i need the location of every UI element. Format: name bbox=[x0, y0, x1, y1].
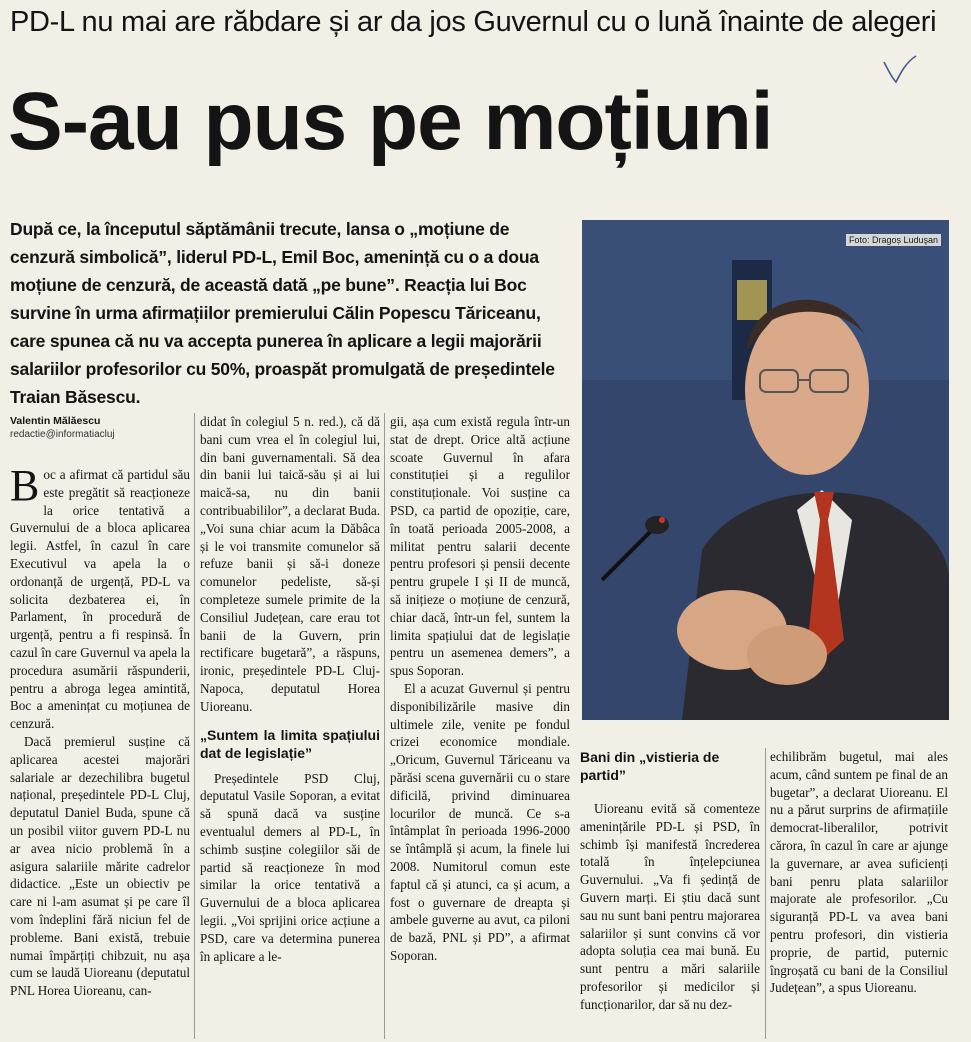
article-headline: S-au pus pe moțiuni bbox=[8, 76, 773, 167]
paragraph: Uioreanu evită să comenteze amenințările PD-L și PSD, în schimb își manifestă încrederea totală în înțelepciunea Guvernului. „Va fi ședință de Guvern marți. Ei știu dacă sunt sau nu sunt bani pentru majorarea salariilor și sunt convins că vor adopta soluția cea mai bună. Eu sunt pentru a mări salariile profesorilor și medicilor și funcționarilor, dar să nu dez- bbox=[580, 801, 760, 1012]
paragraph: didat în colegiul 5 n. red.), că dă bani cum vrea el în colegiul lui, din bani guvernamentali. Să dea din banii lui taică-său și ai lui maică-sa, nu din banii contribuabililor”, a declarat Buda. „Voi suna chiar acum la Dăbâca și le voi transmite comunelor să refuze banii și să-i doneze comunelor pedeliste, să-și completeze sumele primite de la Consiliul Județean, care erau tot banii de la Guvern, prin rectificare bugetară”, a răspuns, ironic, președintele PD-L Cluj-Napoca, deputatul Horea Uioreanu. bbox=[200, 414, 380, 714]
column-2 bbox=[200, 413, 380, 965]
drop-cap: B bbox=[10, 461, 40, 510]
byline bbox=[10, 414, 190, 442]
column-4 bbox=[580, 800, 760, 1014]
column-divider bbox=[194, 413, 195, 1039]
face bbox=[745, 305, 869, 475]
paragraph: gii, așa cum există regula într-un stat de drept. Orice altă acțiune scoate Guvernul în afara constituției și a regulilor constituționale. Voi susține ca PSD, ca partid de opoziție, care, în toată perioada 2005-2008, a militat pentru salarii decente pentru profesori și pensii decente pentru grupele I și II de muncă, să inițieze o moțiune de cenzură, chiar dacă, într-un fel, suntem la limita spațiului dat de legislație pentru un asemenea demers”, a spus Soporan. bbox=[390, 414, 570, 679]
article-lead: După ce, la începutul săptămânii trecute, lansa o „moțiune de cenzură simbolică”, liderul PD-L, Emil Boc, amenință cu o a doua moțiune de cenzură, de această dată „pe bune”. Reacția lui Boc survine în urma afirmațiilor premierului Călin Popescu Tăriceanu, care spunea că nu va accepta punerea în aplicare a legii majorării salariilor profesorilor cu 50%, proaspăt promulgată de președintele Traian Băsescu. bbox=[10, 219, 555, 407]
author-email: redactie@informatiacluj bbox=[10, 429, 115, 440]
paragraph bbox=[10, 461, 190, 733]
subheading: „Suntem la limita spațiului dat de legislație” bbox=[200, 726, 380, 761]
paragraph: El a acuzat Guvernul și pentru disponibilizările masive din ultimele zile, venite pe fondul crizei economice mondiale. „Oricum, Guvernul Tăriceanu va părăsi scena guvernării cu o stare dificilă, privind diminuarea locurilor de muncă. Ce s-a întâmplat în perioada 1996-2000 se întâmplă și acum, la finele lui 2008. Numitorul comun este faptul că și atunci, ca și acum, a fost o guvernare de dreapta și ambele guverne au avut, ca piloni de bază, PNL și PD”, a afirmat Soporan. bbox=[390, 680, 570, 963]
article-photo bbox=[582, 220, 949, 720]
column-divider bbox=[384, 413, 385, 1039]
author-name: Valentin Mălăescu bbox=[10, 415, 101, 427]
subheading: Bani din „vistieria de partid” bbox=[580, 749, 720, 783]
check-mark-icon bbox=[880, 52, 920, 86]
article-kicker: PD-L nu mai are răbdare și ar da jos Guvernul cu o lună înainte de alegeri bbox=[10, 6, 937, 38]
column-1 bbox=[10, 461, 190, 1000]
microphone-icon bbox=[645, 516, 669, 534]
column-3 bbox=[390, 413, 570, 965]
column-5 bbox=[770, 748, 948, 997]
paragraph: Președintele PSD Cluj, deputatul Vasile Soporan, a evitat să spună dacă va susține eventualul demers al PD-L, în schimb susține colegiilor săi de partid să reacționeze în mod similar la orice tentativă a Guvernului de a bloca aplicarea legii. „Voi sprijini orice acțiune a PSD, care va determina punerea în aplicare a le- bbox=[200, 770, 380, 964]
paragraph-text: oc a afirmat că partidul său este pregătit să reacționeze la orice tentativă a Guvernului de a bloca aplicarea legii. Astfel, în cazul în care Executivul va apela la o ordonanță de urgență, PD-L va solicita dezbaterea ei, în Parlament, în procedură de urgență, pentru a fi respinsă. În cazul în care Guvernul va apela la procedura asumării răspunderii, pentru a abroga legea amintită, Boc a amenințat cu moțiunea de cenzură. bbox=[10, 467, 190, 732]
photo-credit: Foto: Dragoș Luduşan bbox=[846, 234, 941, 246]
column-divider bbox=[765, 748, 766, 1039]
paragraph: Dacă premierul susține că aplicarea acestei majorări salariale ar dezechilibra bugetul național, președintele PD-L Cluj, deputatul Daniel Buda, spune că un posibil viitor guvern PD-L nu ar avea nicio problemă în a asigura salariile mărite cadrelor didactice. „Este un obiectiv pe care ni l-am asumat și pe care îl vom îndeplini fără niciun fel de probleme. Bani există, trebuie numai împărțiți chibzuit, nu așa cum se laudă Uioreanu (deputatul PNL Horea Uioreanu, can- bbox=[10, 733, 190, 999]
photo-illustration bbox=[582, 220, 949, 720]
paragraph: echilibrăm bugetul, mai ales acum, când suntem pe final de an bugetar”, a declarat Uioreanu. El nu a părut surprins de afirmațiile democrat-liberalilor, potrivit cărora, în cazul în care ar ajunge la guvernare, ar avea suficienți bani penru plata salariilor majorate ale profesorilor. „Cu siguranță PD-L va avea bani pentru profesori, din vistieria proprie, de partid, puternic îngroșată cu bani de la Consiliul Județean”, a spus Uioreanu. bbox=[770, 749, 948, 996]
